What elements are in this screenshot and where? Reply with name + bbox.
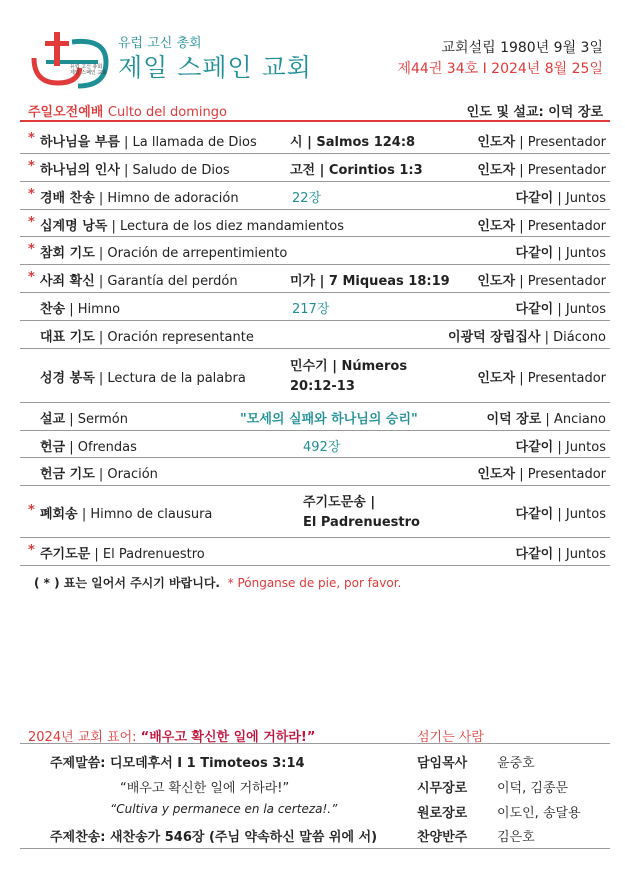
worship-item [40,215,344,234]
worship-reference: 217장 [292,302,330,317]
church-motto [28,726,315,745]
worship-item-es: | Himno de adoración [98,191,239,206]
logo-text-line-1: 유럽 고신 총회 [70,64,103,70]
worship-role-ko: 다같이 [515,439,554,455]
server-role: 원로장로 [417,806,468,821]
standing-mark: * [28,242,35,257]
worship-item-es: | Himno de clausura [81,507,213,522]
worship-reference: "모세의 실패와 하나님의 승리" [240,412,418,427]
worship-role-es: | Diácono [544,330,606,345]
header-divider [20,120,610,122]
worship-item [40,298,120,317]
worship-role [448,326,606,345]
worship-item-es: | Garantía del perdón [98,274,238,289]
standing-mark: * [28,131,35,146]
worship-role [516,187,606,206]
worship-item [40,326,254,345]
worship-role-es: | Presentador [519,135,606,150]
logo-text-line-2: 제일 스페인 교회 [70,70,107,76]
worship-row [20,348,610,403]
worship-item-es: | Oración [98,467,158,482]
worship-role-es: | Juntos [557,439,606,455]
worship-row [20,209,610,237]
worship-reference: 고전 | Corintios 1:3 [290,163,423,178]
worship-item-es: | La llamada de Dios [124,135,257,150]
worship-row [20,264,610,293]
bottom-divider-bottom [20,848,610,849]
worship-role-es: | Juntos [557,547,606,562]
worship-item [40,187,239,206]
standing-mark: * [28,503,35,518]
worship-item-ko: 찬송 [40,302,66,317]
worship-item [40,503,212,522]
standing-note [34,574,401,591]
worship-item [40,159,230,178]
worship-role [477,215,606,234]
service-title-es: Culto del domingo [107,105,227,120]
worship-item [40,543,205,562]
worship-role-es: | Juntos [557,191,606,206]
worship-role-es: | Presentador [519,218,606,234]
worship-item-ko: 사죄 확신 [40,274,95,289]
worship-item-ko: 하나님의 인사 [40,163,120,178]
worship-reference: 주기도문송 | [303,495,376,510]
worship-role-es: | Presentador [519,467,606,482]
worship-role-ko: 인도자 [477,163,516,178]
worship-role-ko: 다같이 [515,246,554,261]
theme-hymn [50,826,377,845]
church-name: 제일 스페인 교회 [118,53,312,82]
worship-role [516,436,606,455]
worship-row [20,125,610,154]
verse-ko: “배우고 확신한 일에 거하라!” [120,781,290,796]
server-role: 시무장로 [417,781,468,796]
church-logo [28,28,112,90]
worship-role-es: | Juntos [557,246,606,261]
worship-item-ko: 설교 [40,412,66,427]
standing-note-es: * Pónganse de pie, por favor. [227,576,402,590]
worship-reference-cont: 20:12-13 [290,379,355,394]
worship-item-es: | Saludo de Dios [124,163,230,178]
worship-item-ko: 참회 기도 [40,246,95,261]
worship-role [477,159,606,178]
standing-mark: * [28,214,35,230]
worship-item-es: | El Padrenuestro [94,547,205,562]
worship-item [40,270,238,289]
worship-role-ko: 다같이 [515,507,554,522]
motto-text: “배우고 확신한 일에 거하라!” [140,730,316,745]
standing-mark: * [28,270,35,285]
worship-role-es: | Juntos [557,507,606,522]
worship-role [516,543,606,562]
server-role: 찬양반주 [417,830,468,845]
worship-item [40,463,158,482]
server-name: 이도인, 송달용 [497,806,581,821]
worship-item-ko: 경배 찬송 [40,191,95,206]
theme-label: 주제말씀: [50,756,110,771]
worship-role-ko: 인도자 [477,135,516,150]
worship-role-ko: 다같이 [515,191,554,206]
worship-item [40,367,246,386]
established-date: 교회설립 1980년 9월 3일 [441,40,603,56]
worship-role-ko: 인도자 [477,371,516,386]
worship-role [477,131,606,150]
worship-row [20,153,610,182]
worship-item-es: | Oración de arrepentimiento [98,246,288,261]
worship-role [477,463,606,482]
worship-row [20,181,610,210]
theme-verse [50,752,305,771]
service-leader: 인도 및 설교: 이덕 장로 [466,105,603,120]
worship-role [516,298,606,317]
worship-role [477,367,606,386]
verse-es: “Cultiva y permanece en la certeza!.” [110,802,338,816]
worship-item-ko: 대표 기도 [40,330,95,345]
worship-reference: 22장 [292,191,322,206]
worship-role-ko: 인도자 [477,274,516,289]
worship-role [477,270,606,289]
standing-mark: * [28,187,35,202]
standing-note-ko: ( * ) 표는 일어서 주시기 바랍니다. [34,576,220,590]
worship-role-es: | Presentador [519,371,606,386]
server-name: 이덕, 김종문 [497,781,569,796]
worship-role [487,408,606,427]
worship-reference-cont: El Padrenuestro [303,515,420,530]
standing-mark: * [28,543,35,558]
worship-row [20,402,610,431]
worship-item-es: | Ofrendas [69,439,137,455]
worship-item-ko: 십계명 낭독 [40,218,108,234]
worship-role [516,503,606,522]
server-role: 담임목사 [417,756,468,771]
worship-item [40,436,137,455]
worship-row [20,485,610,538]
standing-mark: * [28,159,35,174]
worship-role-ko: 이광덕 장립집사 [448,330,541,345]
worship-item-es: | Lectura de la palabra [98,371,246,386]
issue-number: 제44권 34호 I 2024년 8월 25일 [397,61,603,77]
worship-role-ko: 인도자 [477,218,516,234]
worship-role-ko: 다같이 [515,302,554,317]
worship-item-es: | Oración representante [98,330,254,345]
motto-label: 2024년 교회 표어: [28,730,141,745]
worship-reference: 미가 | 7 Miqueas 18:19 [290,274,450,289]
worship-row [20,236,610,265]
worship-role-es: | Presentador [519,163,606,178]
worship-role-es: | Anciano [545,412,606,427]
worship-row [20,292,610,321]
worship-item-ko: 성경 봉독 [40,371,95,386]
server-name: 윤중호 [497,756,535,771]
worship-item-es: | Sermón [69,412,129,427]
worship-row [20,457,610,486]
worship-item-ko: 헌금 [40,439,66,455]
worship-role-ko: 다같이 [515,547,554,562]
worship-reference: 시 | Salmos 124:8 [290,135,416,150]
worship-item-es: | Lectura de los diez mandamientos [111,218,345,234]
worship-row [20,430,610,458]
logo-icon [28,28,112,90]
worship-item [40,242,287,261]
hymn-text: 새찬송가 546장 (주님 약속하신 말씀 위에 서) [109,830,378,845]
server-name: 김은호 [497,830,535,845]
service-title-ko: 주일오전예배 [28,105,104,120]
worship-row [20,320,610,349]
worship-item-ko: 헌금 기도 [40,467,95,482]
worship-reference: 492장 [303,439,341,455]
service-title [28,101,227,120]
worship-row [20,537,610,566]
worship-role-es: | Presentador [519,274,606,289]
worship-item-es: | Himno [69,302,121,317]
worship-item-ko: 하나님을 부름 [40,135,120,150]
org-name: 유럽 고신 총회 [118,36,202,51]
worship-item [40,131,257,150]
worship-item-ko: 주기도문 [40,547,91,562]
worship-item-ko: 폐회송 [40,507,78,522]
hymn-label: 주제찬송: [50,830,110,845]
theme-ref: 디모데후서 I 1 Timoteos 3:14 [109,756,305,771]
worship-item [40,408,128,427]
servers-title: 섬기는 사람 [417,730,484,745]
worship-role-ko: 이덕 장로 [486,412,542,427]
worship-reference: 민수기 | Números [290,359,408,374]
worship-role [516,242,606,261]
worship-role-es: | Juntos [557,302,606,317]
worship-role-ko: 인도자 [477,467,516,482]
